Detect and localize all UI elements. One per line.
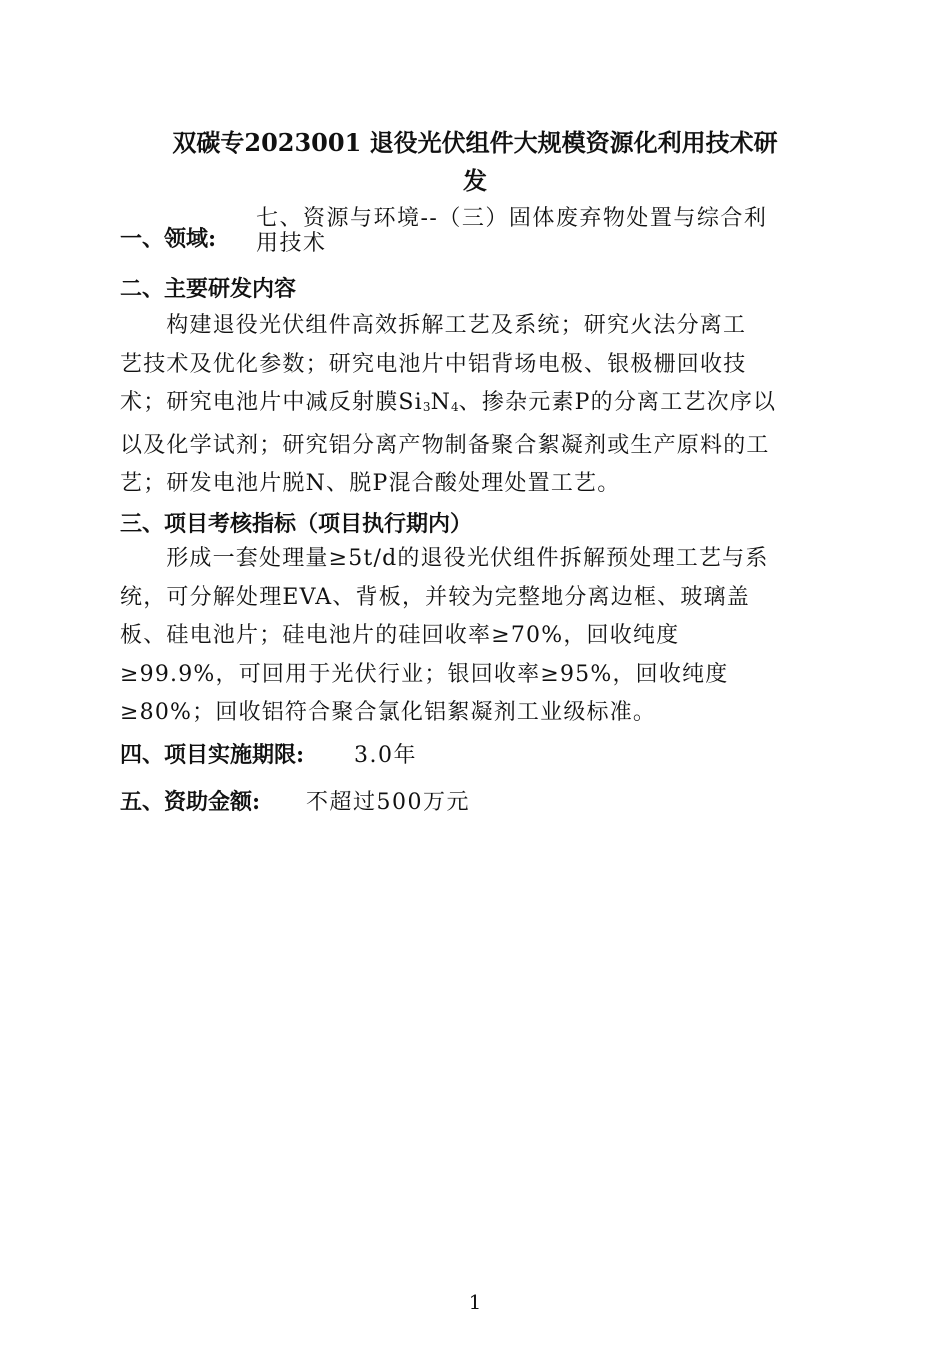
title-line-1: 双碳专2023001 退役光伏组件大规模资源化利用技术研: [172, 128, 778, 157]
body-line: 板、硅电池片；硅电池片的硅回收率≥70%，回收纯度: [120, 623, 680, 648]
section-period-value: 3.0年: [354, 743, 417, 768]
field-value: [256, 206, 816, 256]
section-main-content-heading: 二、主要研发内容: [120, 276, 297, 302]
body-line: ≥80%；回收铝符合聚合氯化铝絮凝剂工业级标准。: [120, 700, 657, 725]
body-line: ≥99.9%，可回用于光伏行业；银回收率≥95%，回收纯度: [120, 661, 729, 687]
formula-subscript: 4: [451, 400, 459, 414]
body-line: 形成一套处理量≥5t/d的退役光伏组件拆解预处理工艺与系: [166, 546, 769, 571]
body-line: [120, 384, 825, 427]
formula-si: Si: [398, 390, 423, 415]
formula-subscript: 3: [422, 400, 431, 414]
body-line: 艺；研发电池片脱N、脱P混合酸处理处置工艺。: [120, 471, 621, 496]
body-line: 艺技术及优化参数；研究电池片中铝背场电极、银极栅回收技: [120, 351, 747, 377]
body-line: 构建退役光伏组件高效拆解工艺及系统；研究火法分离工: [166, 313, 747, 338]
field-label: 一、领域:: [120, 226, 217, 252]
formula-n: N: [430, 390, 452, 415]
page-number: 1: [468, 1290, 482, 1314]
section-main-content-body: [120, 307, 825, 504]
section-funding-value: 不超过500万元: [306, 790, 470, 815]
field-value-line-2: 用技术: [256, 231, 327, 256]
document-title: [120, 124, 830, 200]
section-funding-label: 五、资助金额:: [120, 789, 261, 815]
body-line: 统，可分解处理EVA、背板，并较为完整地分离边框、玻璃盖: [120, 584, 750, 610]
section-period-label: 四、项目实施期限:: [120, 742, 305, 768]
title-line-2: 发: [463, 166, 487, 195]
body-line: 以及化学试剂；研究铝分离产物制备聚合絮凝剂或生产原料的工: [120, 432, 770, 458]
section-assessment-heading: 三、项目考核指标（项目执行期内）: [120, 511, 473, 537]
body-line-text: 、掺杂元素P的分离工艺次序以: [458, 390, 777, 415]
section-assessment-body: [120, 540, 825, 733]
body-line-text: 术；研究电池片中减反射膜: [120, 390, 399, 415]
field-value-line-1: 七、资源与环境--（三）固体废弃物处置与综合利: [256, 206, 768, 231]
